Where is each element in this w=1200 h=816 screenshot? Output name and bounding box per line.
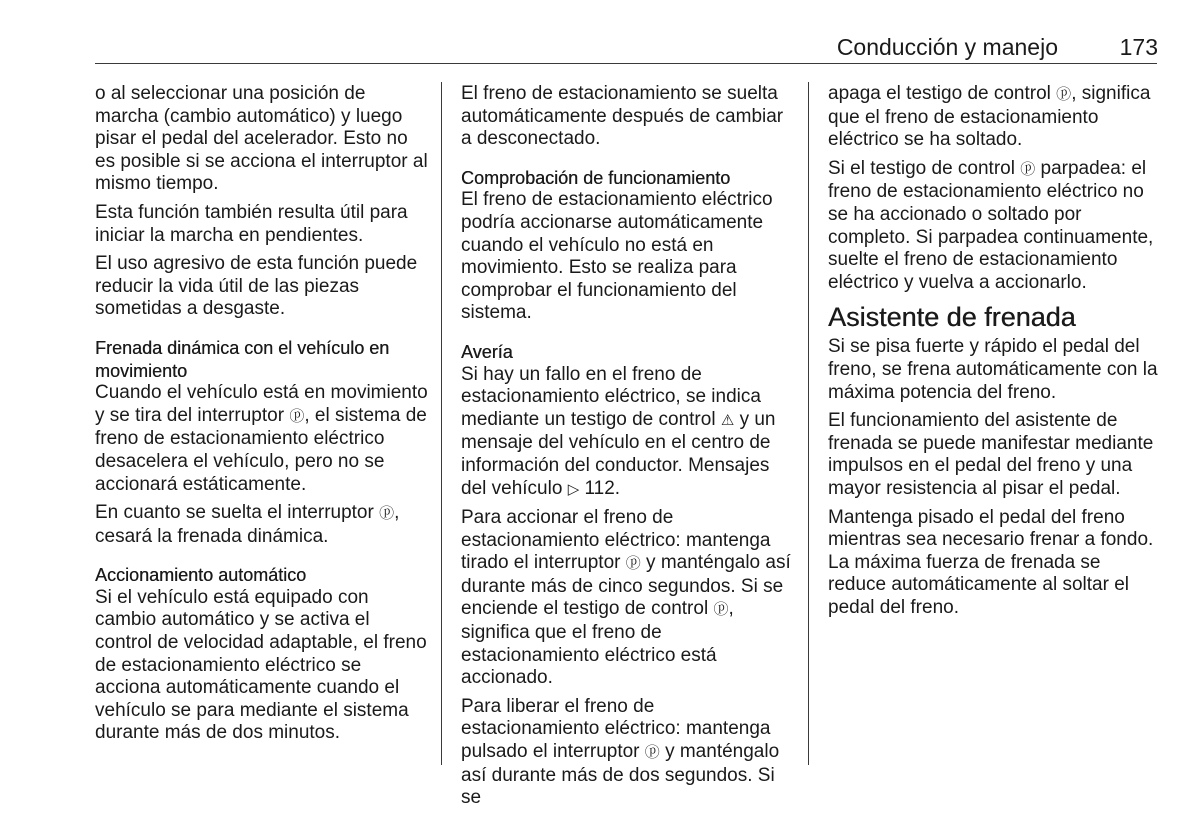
- paragraph: Si el testigo de control ⓟ parpadea: el freno de estacionamiento eléctrico no se ha accionado o soltado por completo. Si parpadea continuamente, suelte el freno de estacionamiento eléctrico y vuelva a accionarlo.: [828, 157, 1154, 293]
- parking-brake-icon: ⓟ: [713, 601, 729, 619]
- column-2: [461, 83, 791, 816]
- parking-brake-icon: ⓟ: [1020, 160, 1036, 178]
- paragraph: Para liberar el freno de estacionamiento eléctrico: mantenga pulsado el interruptor ⓟ y manténgalo así durante más de dos segundos. Si se: [461, 695, 780, 809]
- parking-brake-icon: ⓟ: [625, 555, 641, 573]
- column-divider-2: [808, 82, 809, 765]
- parking-brake-icon: ⓟ: [289, 407, 305, 425]
- parking-brake-icon: ⓟ: [379, 505, 395, 523]
- paragraph: El funcionamiento del asistente de frenada se puede manifestar mediante impulsos en el pedal del freno y una mayor resistencia al pisar el pedal.: [828, 410, 1154, 499]
- paragraph: El uso agresivo de esta función puede reducir la vida útil de las piezas sometidas a desgaste.: [95, 253, 418, 320]
- paragraph: o al seleccionar una posición de marcha (cambio automático) y luego pisar el pedal del acelerador. Esto no es posible si se acciona el interruptor al mismo tiempo.: [95, 83, 428, 195]
- section-heading-fault: Avería: [461, 341, 513, 362]
- paragraph: Para accionar el freno de estacionamiento eléctrico: mantenga tirado el interruptor ⓟ y manténgalo así durante más de cinco segundos. Si se enciende el testigo de control ⓟ, significa que el freno de estacionamiento eléctrico está accionado.: [461, 507, 791, 689]
- header-divider: [95, 63, 1157, 64]
- section-heading-dynamic-braking: Frenada dinámica con el vehículo en movimiento: [95, 337, 390, 381]
- paragraph: Mantenga pisado el pedal del freno mientras sea necesario frenar a fondo. La máxima fuerza de frenada se reduce automáticamente al soltar el pedal del freno.: [828, 506, 1154, 618]
- paragraph: Si el vehículo está equipado con cambio automático y se activa el control de velocidad adaptable, el freno de estacionamiento eléctrico se acciona automáticamente cuando el vehículo se para mediante el sistema durante más de dos minutos.: [95, 586, 427, 744]
- paragraph: Esta función también resulta útil para iniciar la marcha en pendientes.: [95, 201, 408, 246]
- paragraph: apaga el testigo de control ⓟ, significa que el freno de estacionamiento eléctrico se ha soltado.: [828, 83, 1151, 151]
- parking-brake-icon: ⓟ: [1056, 86, 1072, 103]
- paragraph: Cuando el vehículo está en movimiento y se tira del interruptor ⓟ, el sistema de freno de estacionamiento eléctrico desacelera el vehículo, pero no se accionará estáticamente.: [95, 382, 428, 495]
- warning-light-icon: ⚠: [720, 411, 735, 429]
- page-number: 173: [1119, 34, 1158, 60]
- paragraph: En cuanto se suelta el interruptor ⓟ, cesará la frenada dinámica.: [95, 502, 400, 547]
- paragraph: El freno de estacionamiento se suelta automáticamente después de cambiar a desconectado.: [461, 83, 784, 150]
- paragraph: Si hay un fallo en el freno de estacionamiento eléctrico, se indica mediante un testigo de control ⚠ y un mensaje del vehículo en el centro de información del conductor. Mensajes del vehículo ▷ 112.: [461, 363, 776, 499]
- section-title-brake-assist: Asistente de frenada: [828, 302, 1076, 333]
- column-1: [95, 83, 428, 751]
- section-heading-function-check: Comprobación de funcionamiento: [461, 167, 731, 188]
- page-reference-icon: ▷: [567, 480, 580, 498]
- section-heading-automatic-activation: Accionamiento automático: [95, 565, 307, 586]
- parking-brake-icon: ⓟ: [644, 744, 660, 762]
- paragraph: El freno de estacionamiento eléctrico podría accionarse automáticamente cuando el vehículo no está en movimiento. Esto se realiza para comprobar el funcionamiento del sistema.: [461, 189, 773, 324]
- page-title: Conducción y manejo: [836, 34, 1058, 60]
- column-divider-1: [441, 82, 442, 765]
- column-3: [828, 83, 1158, 625]
- paragraph: Si se pisa fuerte y rápido el pedal del freno, se frena automáticamente con la máxima potencia del freno.: [828, 336, 1158, 403]
